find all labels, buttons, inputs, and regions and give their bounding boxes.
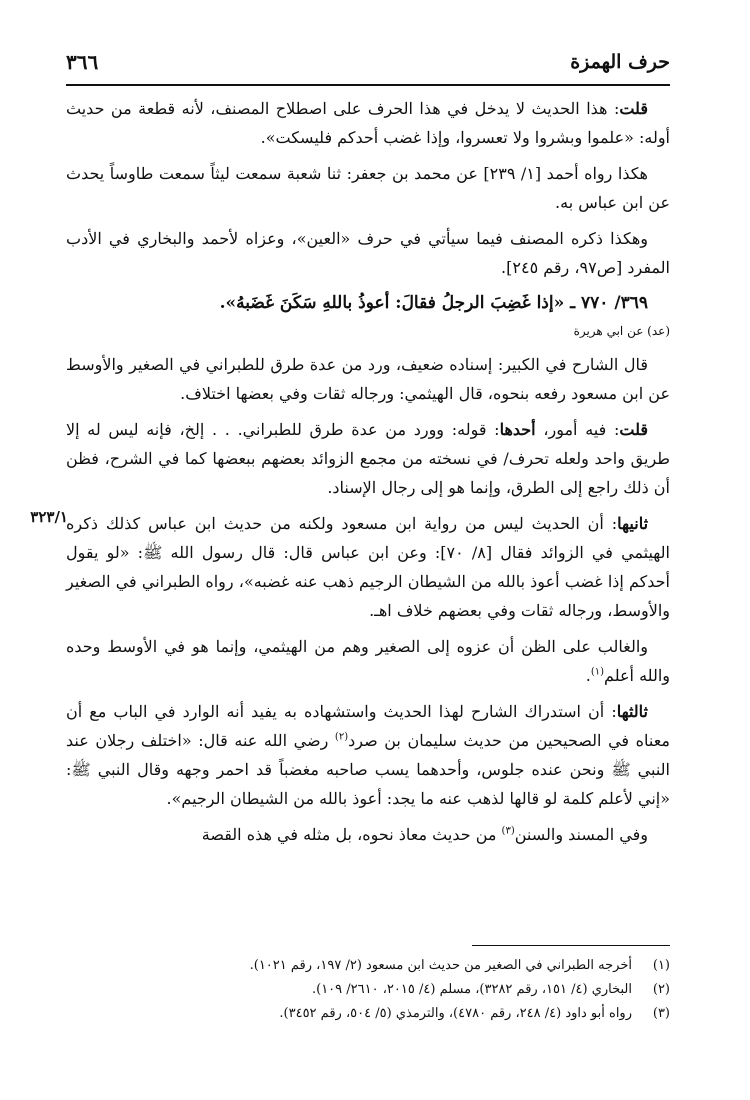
paragraph-text: : أن الحديث ليس من رواية ابن مسعود ولكنه من حديث ابن عباس كذلك ذكره الهيثمي في الزوائد فقال [٨/ ٧٠]: وعن ابن عباس قال: قال رسول الله ﷺ: «لو يقول أحدكم إذا غضب أعوذ بالله من الشيطان الرجيم ذهب عنه غضبه»، رواه الطبراني في الصغير والأوسط، ورجاله ثقات وفي بعضهم خلاف اهـ.	[66, 514, 671, 620]
footnote-text: رواه أبو داود (٤/ ٢٤٨، رقم ٤٧٨٠)، والترمذي (٥/ ٥٠٤، رقم ٣٤٥٢).	[279, 1006, 632, 1021]
footnote	[66, 978, 670, 1002]
paragraph-text: من حديث معاذ نحوه، بل مثله في هذه القصة	[201, 825, 502, 844]
paragraph-text: : أن استدراك الشارح لهذا الحديث واستشهاده به يفيد أنه الوارد في الباب مع أن معناه في الصحيحين من حديث سليمان بن صرد	[66, 702, 671, 750]
paragraph-1	[66, 94, 670, 152]
paragraph-lead: أحدها	[499, 420, 536, 439]
paragraph-7	[66, 632, 670, 690]
main-text	[66, 94, 670, 856]
paragraph-lead: قلت	[619, 420, 649, 439]
paragraph-5	[66, 415, 670, 502]
paragraph-2: هكذا رواه أحمد [١/ ٢٣٩] عن محمد بن جعفر: ثنا شعبة سمعت ليثاً سمعت طاوساً يحدث عن ابن عباس به.	[66, 164, 670, 212]
paragraph-text: : فيه أمور،	[535, 420, 620, 439]
paragraph-3: وهكذا ذكره المصنف فيما سيأتي في حرف «العين»، وعزاه لأحمد والبخاري في الأدب المفرد [ص٩٧، رقم ٢٤٥].	[66, 229, 670, 277]
paragraph-9	[66, 820, 670, 849]
footnote	[66, 1002, 670, 1026]
paragraph-8	[66, 697, 670, 813]
footnote-marker: (٣)	[501, 825, 515, 837]
paragraph-4: قال الشارح في الكبير: إسناده ضعيف، ورد من عدة طرق للطبراني في الصغير والأوسط عن ابن مسعود رفعه بنحوه، قال الهيثمي: ورجاله ثقات وفي بعضها اختلاف.	[66, 355, 670, 403]
footnote-number: (١)	[652, 958, 670, 973]
footnote-number: (٣)	[652, 1006, 670, 1021]
hadith-source: (عد) عن ابي هريرة	[573, 324, 670, 338]
header-rule	[66, 84, 670, 86]
margin-reference: ٣٢٣/١	[30, 508, 68, 526]
paragraph-text: : هذا الحديث لا يدخل في هذا الحرف على اصطلاح المصنف، لأنه قطعة من حديث أوله: «علموا وبشروا ولا تعسروا، وإذا غضب أحدكم فليسكت».	[66, 99, 670, 147]
page-number: ٣٦٦	[66, 50, 99, 74]
footnote-marker: (١)	[590, 666, 605, 678]
footnote-marker: (٢)	[334, 731, 349, 743]
page-header	[66, 42, 670, 82]
paragraph-text: : قوله: وورد من عدة طرق للطبراني. . . إلخ، فإنه ليس له إلا طريق واحد ولعله تحرف/ في نسخته من مجمع الزوائد بعضهم ببعضها كما في الشرح، فظن أن ذلك راجع إلى الطرق، وإنما هو إلى رجال الإسناد.	[66, 420, 670, 497]
paragraph-lead: قلت	[619, 99, 648, 118]
footnotes	[66, 954, 670, 1026]
running-title: حرف الهمزة	[570, 51, 670, 73]
paragraph-text: وفي المسند والسنن	[514, 825, 648, 844]
footnote-rule	[472, 945, 670, 946]
paragraph-text: رضي الله عنه قال: «اختلف رجلان عند النبي ﷺ ونحن عنده جلوس، وأحدهما يسب صاحبه مغضباً قد احمر وجهه وقال النبي ﷺ: «إني لأعلم كلمة لو قالها لذهب عنه ما يجد: أعوذ بالله من الشيطان الرجيم».	[66, 731, 670, 808]
footnote	[66, 954, 670, 978]
hadith-entry: ٣٦٩/ ٧٧٠ ـ «إذا غَضِبَ الرجلُ فقالَ: أعوذُ باللهِ سَكَنَ غَضَبهُ».	[219, 293, 648, 313]
paragraph-lead: ثالثها	[616, 702, 648, 721]
paragraph-lead: ثانيها	[617, 514, 649, 533]
paragraph-text: .	[585, 666, 591, 685]
footnote-number: (٢)	[652, 982, 670, 997]
footnote-text: أخرجه الطبراني في الصغير من حديث ابن مسعود (٢/ ١٩٧، رقم ١٠٢١).	[249, 958, 632, 973]
paragraph-6	[66, 509, 670, 625]
paragraph-text: والغالب على الظن أن عزوه إلى الصغير وهم من الهيثمي، وإنما هو في الأوسط وحده والله أعلم	[66, 637, 670, 685]
footnote-text: البخاري (٤/ ١٥١، رقم ٣٢٨٢)، مسلم (٤/ ٢٠١٥، ٢٦١٠/ ١٠٩).	[311, 982, 632, 997]
